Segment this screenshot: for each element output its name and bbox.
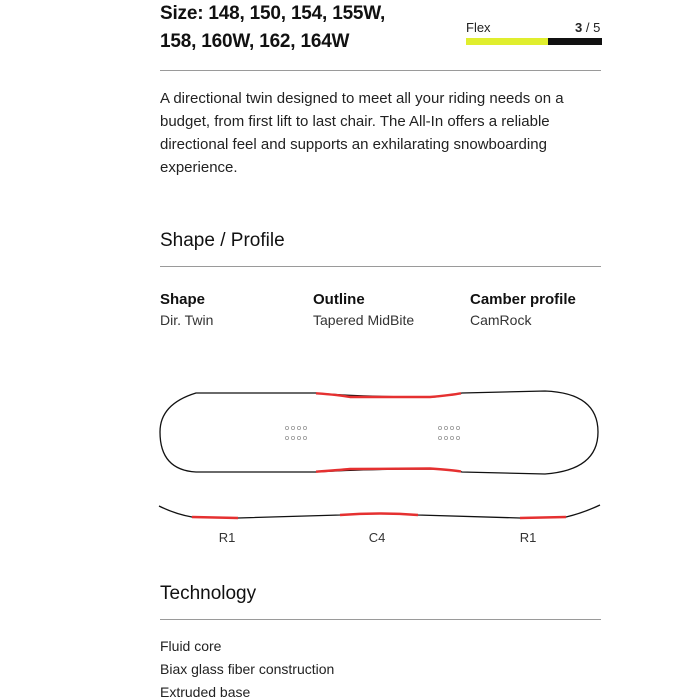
spec-label: Outline — [313, 291, 365, 308]
flex-meter-fill — [466, 38, 548, 45]
binding-inserts-rear — [438, 426, 459, 439]
tech-item: Extruded base — [160, 684, 251, 700]
spec-value: Dir. Twin — [160, 312, 214, 328]
spec-value: CamRock — [470, 312, 532, 328]
divider — [160, 619, 601, 620]
spec-camber-profile — [470, 291, 576, 328]
profile-label-r1-tail: R1 — [519, 530, 537, 545]
section-title-shape-profile: Shape / Profile — [160, 230, 285, 251]
size-list-line-1: Size: 148, 150, 154, 155W, — [160, 3, 386, 24]
camber-profile-diagram — [0, 495, 700, 555]
binding-inserts-front — [285, 426, 306, 439]
section-title-technology: Technology — [160, 583, 257, 604]
profile-label-c4: C4 — [368, 530, 386, 545]
size-list — [160, 0, 385, 56]
divider — [160, 70, 601, 71]
board-outline-diagram — [0, 380, 700, 480]
camber-zone — [340, 514, 418, 516]
size-list-line-2: 158, 160W, 162, 164W — [160, 31, 350, 52]
tech-item: Biax glass fiber construction — [160, 661, 335, 677]
spec-label: Camber profile — [470, 291, 576, 308]
flex-max: / 5 — [585, 20, 601, 35]
board-outline — [160, 391, 598, 474]
spec-shape — [160, 291, 213, 328]
sidecut-highlight-top — [316, 393, 461, 397]
profile-label-r1-nose: R1 — [218, 530, 236, 545]
divider — [160, 266, 601, 267]
product-description: A directional twin designed to meet all your riding needs on a budget, from first lift to last chair. The All-In offers a reliable directional feel and supports an exhilarating snowboarding experience. — [160, 90, 564, 176]
flex-label: Flex — [466, 20, 491, 35]
spec-outline — [313, 291, 414, 328]
flex-rating — [575, 20, 600, 35]
sidecut-highlight-bottom — [316, 469, 461, 472]
spec-value: Tapered MidBite — [313, 312, 415, 328]
tech-item: Fluid core — [160, 638, 222, 654]
spec-label: Shape — [160, 291, 206, 308]
flex-meter — [466, 38, 602, 45]
flex-value: 3 — [575, 20, 583, 35]
profile-line — [159, 505, 600, 518]
rocker-zone-nose — [192, 517, 238, 518]
rocker-zone-tail — [520, 517, 566, 518]
